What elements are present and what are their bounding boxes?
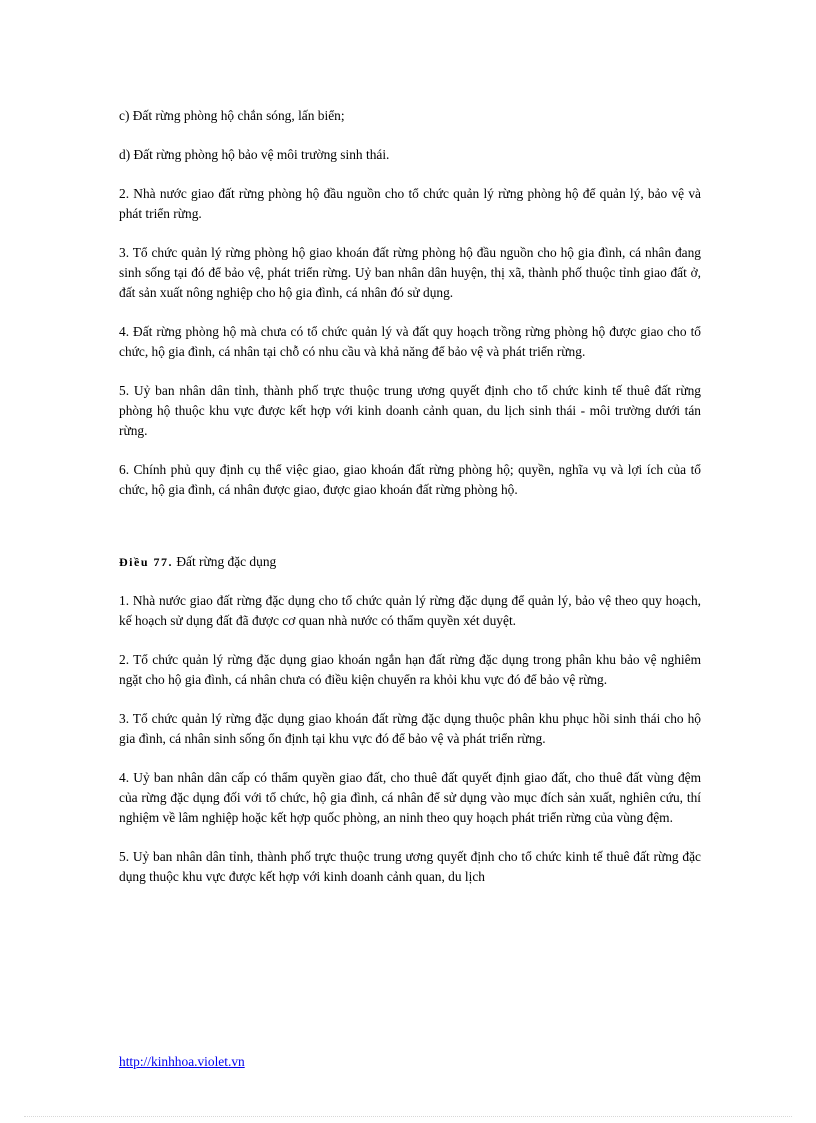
paragraph-6: 6. Chính phủ quy định cụ thể việc giao, giao khoán đất rừng phòng hộ; quyền, nghĩa vụ và lợi ích của tổ chức, hộ gia đình, cá nhân được giao, được giao khoán đất rừng phòng hộ. [119, 462, 701, 497]
document-body [119, 106, 701, 906]
footer-link[interactable]: http://kinhhoa.violet.vn [119, 1054, 245, 1069]
article-title: Đất rừng đặc dụng [176, 554, 277, 569]
article-paragraph-2: 2. Tổ chức quản lý rừng đặc dụng giao khoán ngắn hạn đất rừng đặc dụng trong phân khu bảo vệ nghiêm ngặt cho hộ gia đình, cá nhân chưa có điều kiện chuyển ra khỏi khu vực đó để bảo vệ rừng. [119, 652, 701, 687]
article-paragraph-1: 1. Nhà nước giao đất rừng đặc dụng cho tổ chức quản lý rừng đặc dụng để quản lý, bảo vệ theo quy hoạch, kế hoạch sử dụng đất đã được cơ quan nhà nước có thẩm quyền xét duyệt. [119, 593, 701, 628]
article-number: Điều 77. [119, 555, 173, 569]
paragraph-2: 2. Nhà nước giao đất rừng phòng hộ đầu nguồn cho tổ chức quản lý rừng phòng hộ để quản lý, bảo vệ và phát triển rừng. [119, 186, 701, 221]
article-paragraph-3: 3. Tổ chức quản lý rừng đặc dụng giao khoán đất rừng đặc dụng thuộc phân khu phục hồi sinh thái cho hộ gia đình, cá nhân sinh sống ổn định tại khu vực đó để bảo vệ và phát triển rừng. [119, 711, 701, 746]
article-paragraph-5: 5. Uỷ ban nhân dân tỉnh, thành phố trực thuộc trung ương quyết định cho tổ chức kinh tế thuê đất rừng đặc dụng thuộc khu vực được kết hợp với kinh doanh cảnh quan, du lịch [119, 849, 701, 884]
article-heading [119, 552, 701, 572]
page-bottom-divider [24, 1116, 792, 1117]
article-paragraph-4: 4. Uỷ ban nhân dân cấp có thẩm quyền giao đất, cho thuê đất quyết định giao đất, cho thuê đất vùng đệm của rừng đặc dụng đối với tổ chức, hộ gia đình, cá nhân để sử dụng vào mục đích sản xuất, nghiên cứu, thí nghiệm về lâm nghiệp hoặc kết hợp quốc phòng, an ninh theo quy hoạch phát triển rừng của vùng đệm. [119, 770, 701, 825]
paragraph-d: d) Đất rừng phòng hộ bảo vệ môi trường sinh thái. [119, 147, 390, 162]
paragraph-c: c) Đất rừng phòng hộ chắn sóng, lấn biển; [119, 108, 345, 123]
paragraph-4: 4. Đất rừng phòng hộ mà chưa có tổ chức quản lý và đất quy hoạch trồng rừng phòng hộ được giao cho tổ chức, hộ gia đình, cá nhân tại chỗ có nhu cầu và khả năng để bảo vệ và phát triển rừng. [119, 324, 701, 359]
paragraph-3: 3. Tổ chức quản lý rừng phòng hộ giao khoán đất rừng phòng hộ đầu nguồn cho hộ gia đình, cá nhân đang sinh sống tại đó để bảo vệ, phát triển rừng. Uỷ ban nhân dân huyện, thị xã, thành phố thuộc tỉnh giao đất ở, đất sản xuất nông nghiệp cho hộ gia đình, cá nhân đó sử dụng. [119, 245, 701, 300]
paragraph-5: 5. Uỷ ban nhân dân tỉnh, thành phố trực thuộc trung ương quyết định cho tổ chức kinh tế thuê đất rừng phòng hộ thuộc khu vực được kết hợp với kinh doanh cảnh quan, du lịch sinh thái - môi trường dưới tán rừng. [119, 383, 701, 438]
